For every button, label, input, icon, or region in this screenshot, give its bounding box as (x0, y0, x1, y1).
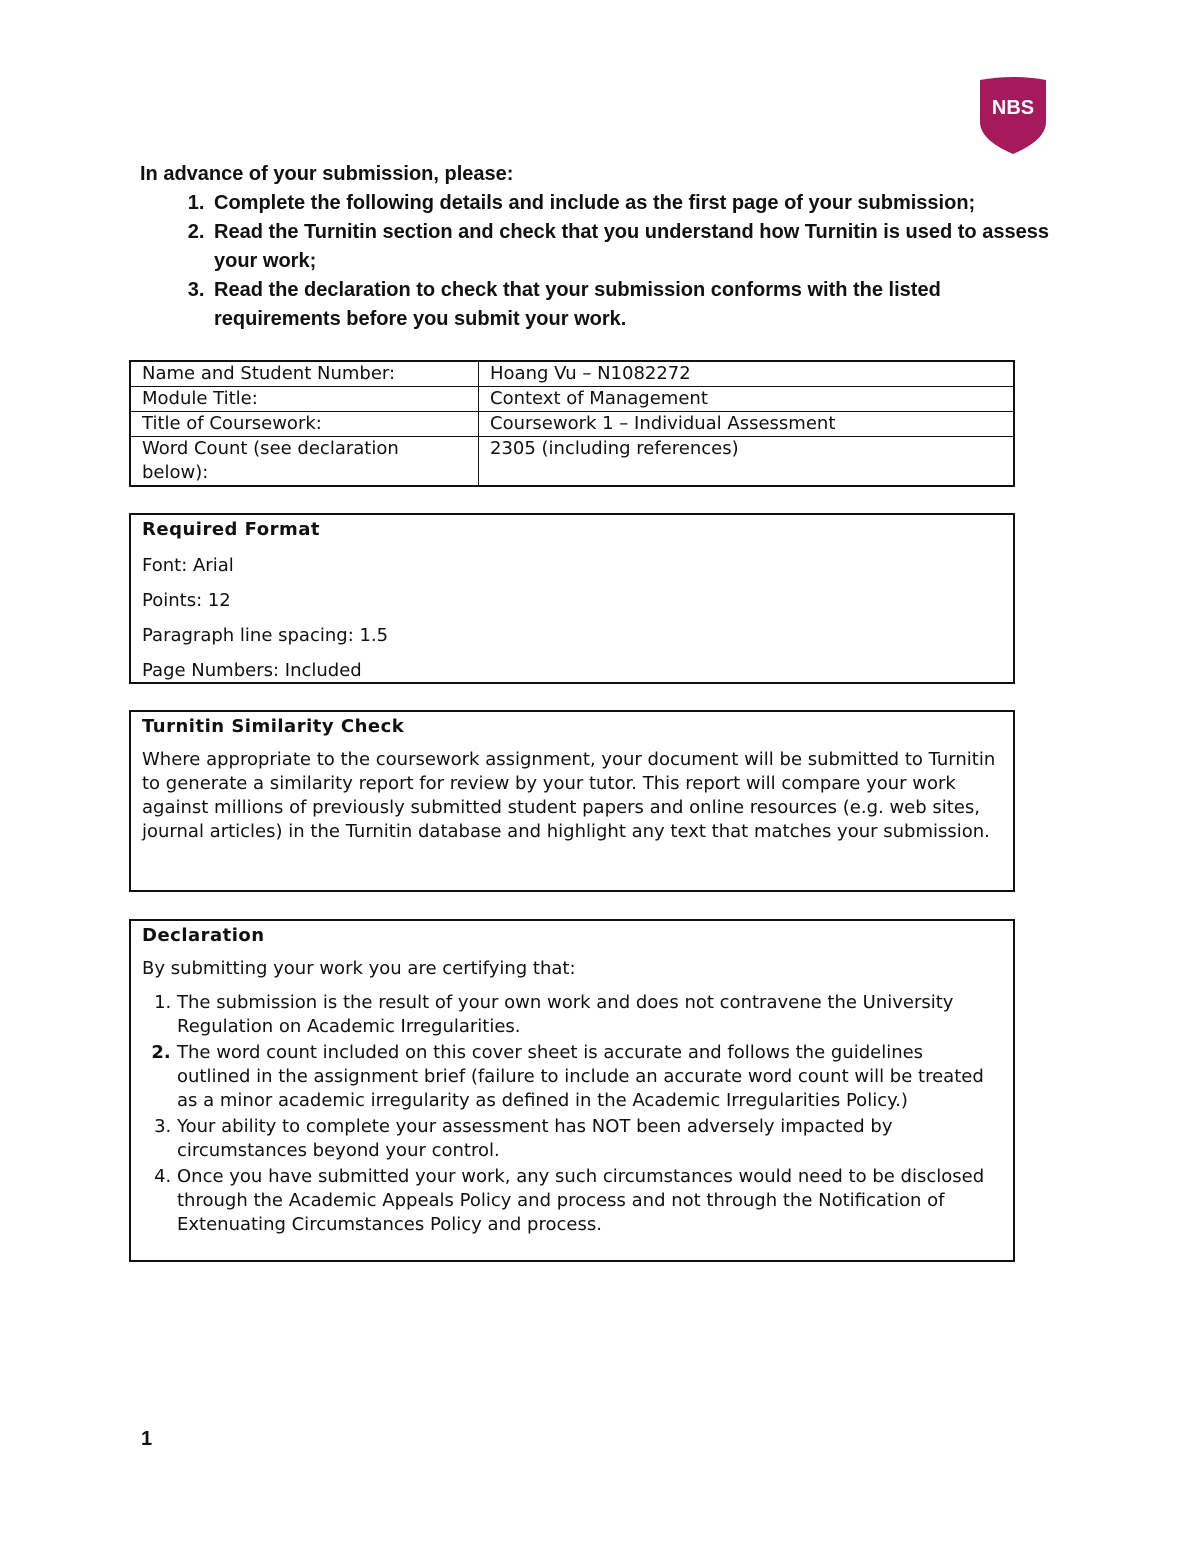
format-line: Font: Arial (142, 555, 234, 576)
turnitin-box (129, 710, 1015, 892)
row-label: Title of Coursework: (130, 412, 479, 437)
logo-text: NBS (991, 97, 1035, 119)
declaration-box (129, 919, 1015, 1262)
instructions (140, 160, 1050, 334)
row-label: Name and Student Number: (130, 361, 479, 387)
table-row (130, 412, 1014, 437)
declaration-item: 2. The word count included on this cover sheet is accurate and follows the guidelines outlined in the assignment brief (failure to include an accurate word count will be treated as a minor academic irregularity as defined in the Academic Irregularities Policy.) (177, 1041, 1002, 1113)
turnitin-body: Where appropriate to the coursework assignment, your document will be submitted to Turnitin to generate a similarity report for review by your tutor. This report will compare your work against millions of previously submitted student papers and online resources (e.g. web sites, journal articles) in the Turnitin database and highlight any text that matches your submission. (142, 749, 996, 842)
declaration-item: 3. Your ability to complete your assessment has NOT been adversely impacted by circumstances beyond your control. (177, 1115, 1002, 1163)
turnitin-title: Turnitin Similarity Check (142, 716, 405, 737)
declaration-list (142, 991, 1002, 1237)
declaration-item: 1. The submission is the result of your own work and does not contravene the University Regulation on Academic Irregularities. (177, 991, 1002, 1039)
row-value: 2305 (including references) (479, 437, 1015, 487)
instruction-step: 3. Read the declaration to check that your submission conforms with the listed requirements before you submit your work. (210, 276, 1050, 334)
declaration-intro: By submitting your work you are certifying that: (142, 958, 576, 979)
declaration-item: 4. Once you have submitted your work, any such circumstances would need to be disclosed through the Academic Appeals Policy and process and not through the Notification of Extenuating Circumstances Policy and process. (177, 1165, 1002, 1237)
instruction-steps (140, 189, 1050, 334)
student-details-table (129, 360, 1015, 487)
nbs-logo (978, 76, 1048, 156)
instructions-heading: In advance of your submission, please: (140, 163, 514, 185)
required-format-box (129, 513, 1015, 684)
format-line: Paragraph line spacing: 1.5 (142, 625, 389, 646)
required-format-title: Required Format (142, 519, 320, 540)
row-label: Word Count (see declaration below): (130, 437, 479, 487)
row-label: Module Title: (130, 387, 479, 412)
declaration-title: Declaration (142, 925, 265, 946)
instruction-step: 2. Read the Turnitin section and check that you understand how Turnitin is used to assess your work; (210, 218, 1050, 276)
table-row (130, 437, 1014, 487)
table-row (130, 361, 1014, 387)
format-line: Page Numbers: Included (142, 660, 362, 681)
format-line: Points: 12 (142, 590, 231, 611)
page-number: 1 (141, 1428, 153, 1450)
instruction-step: 1. Complete the following details and include as the first page of your submission; (210, 189, 1050, 218)
table-row (130, 387, 1014, 412)
row-value: Coursework 1 – Individual Assessment (479, 412, 1015, 437)
row-value: Context of Management (479, 387, 1015, 412)
row-value: Hoang Vu – N1082272 (479, 361, 1015, 387)
